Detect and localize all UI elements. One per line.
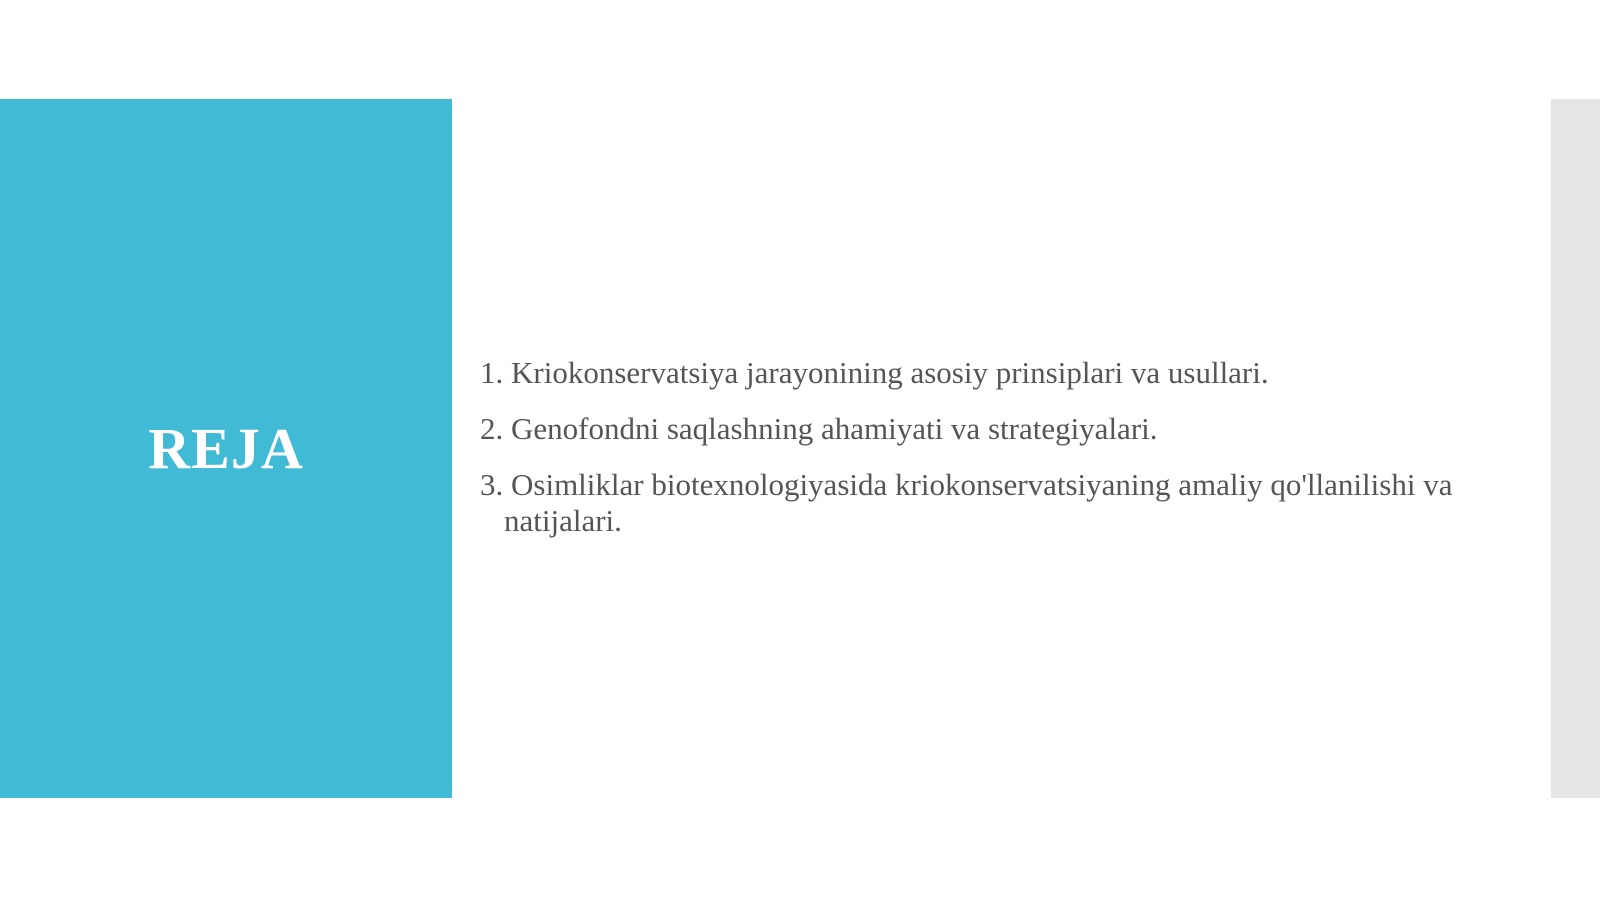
- slide-title: REJA: [148, 416, 304, 481]
- list-item: 2. Genofondni saqlashning ahamiyati va strategiyalari.: [480, 411, 1158, 446]
- plan-list: [480, 355, 1500, 539]
- right-decor-strip: [1551, 99, 1600, 798]
- content-area: [480, 355, 1500, 559]
- title-panel: [0, 99, 452, 798]
- list-item: 3. Osimliklar biotexnologiyasida kriokonservatsiyaning amaliy qo'llanilishi va natijalari.: [480, 467, 1453, 538]
- list-item: 1. Kriokonservatsiya jarayonining asosiy prinsiplari va usullari.: [480, 355, 1269, 390]
